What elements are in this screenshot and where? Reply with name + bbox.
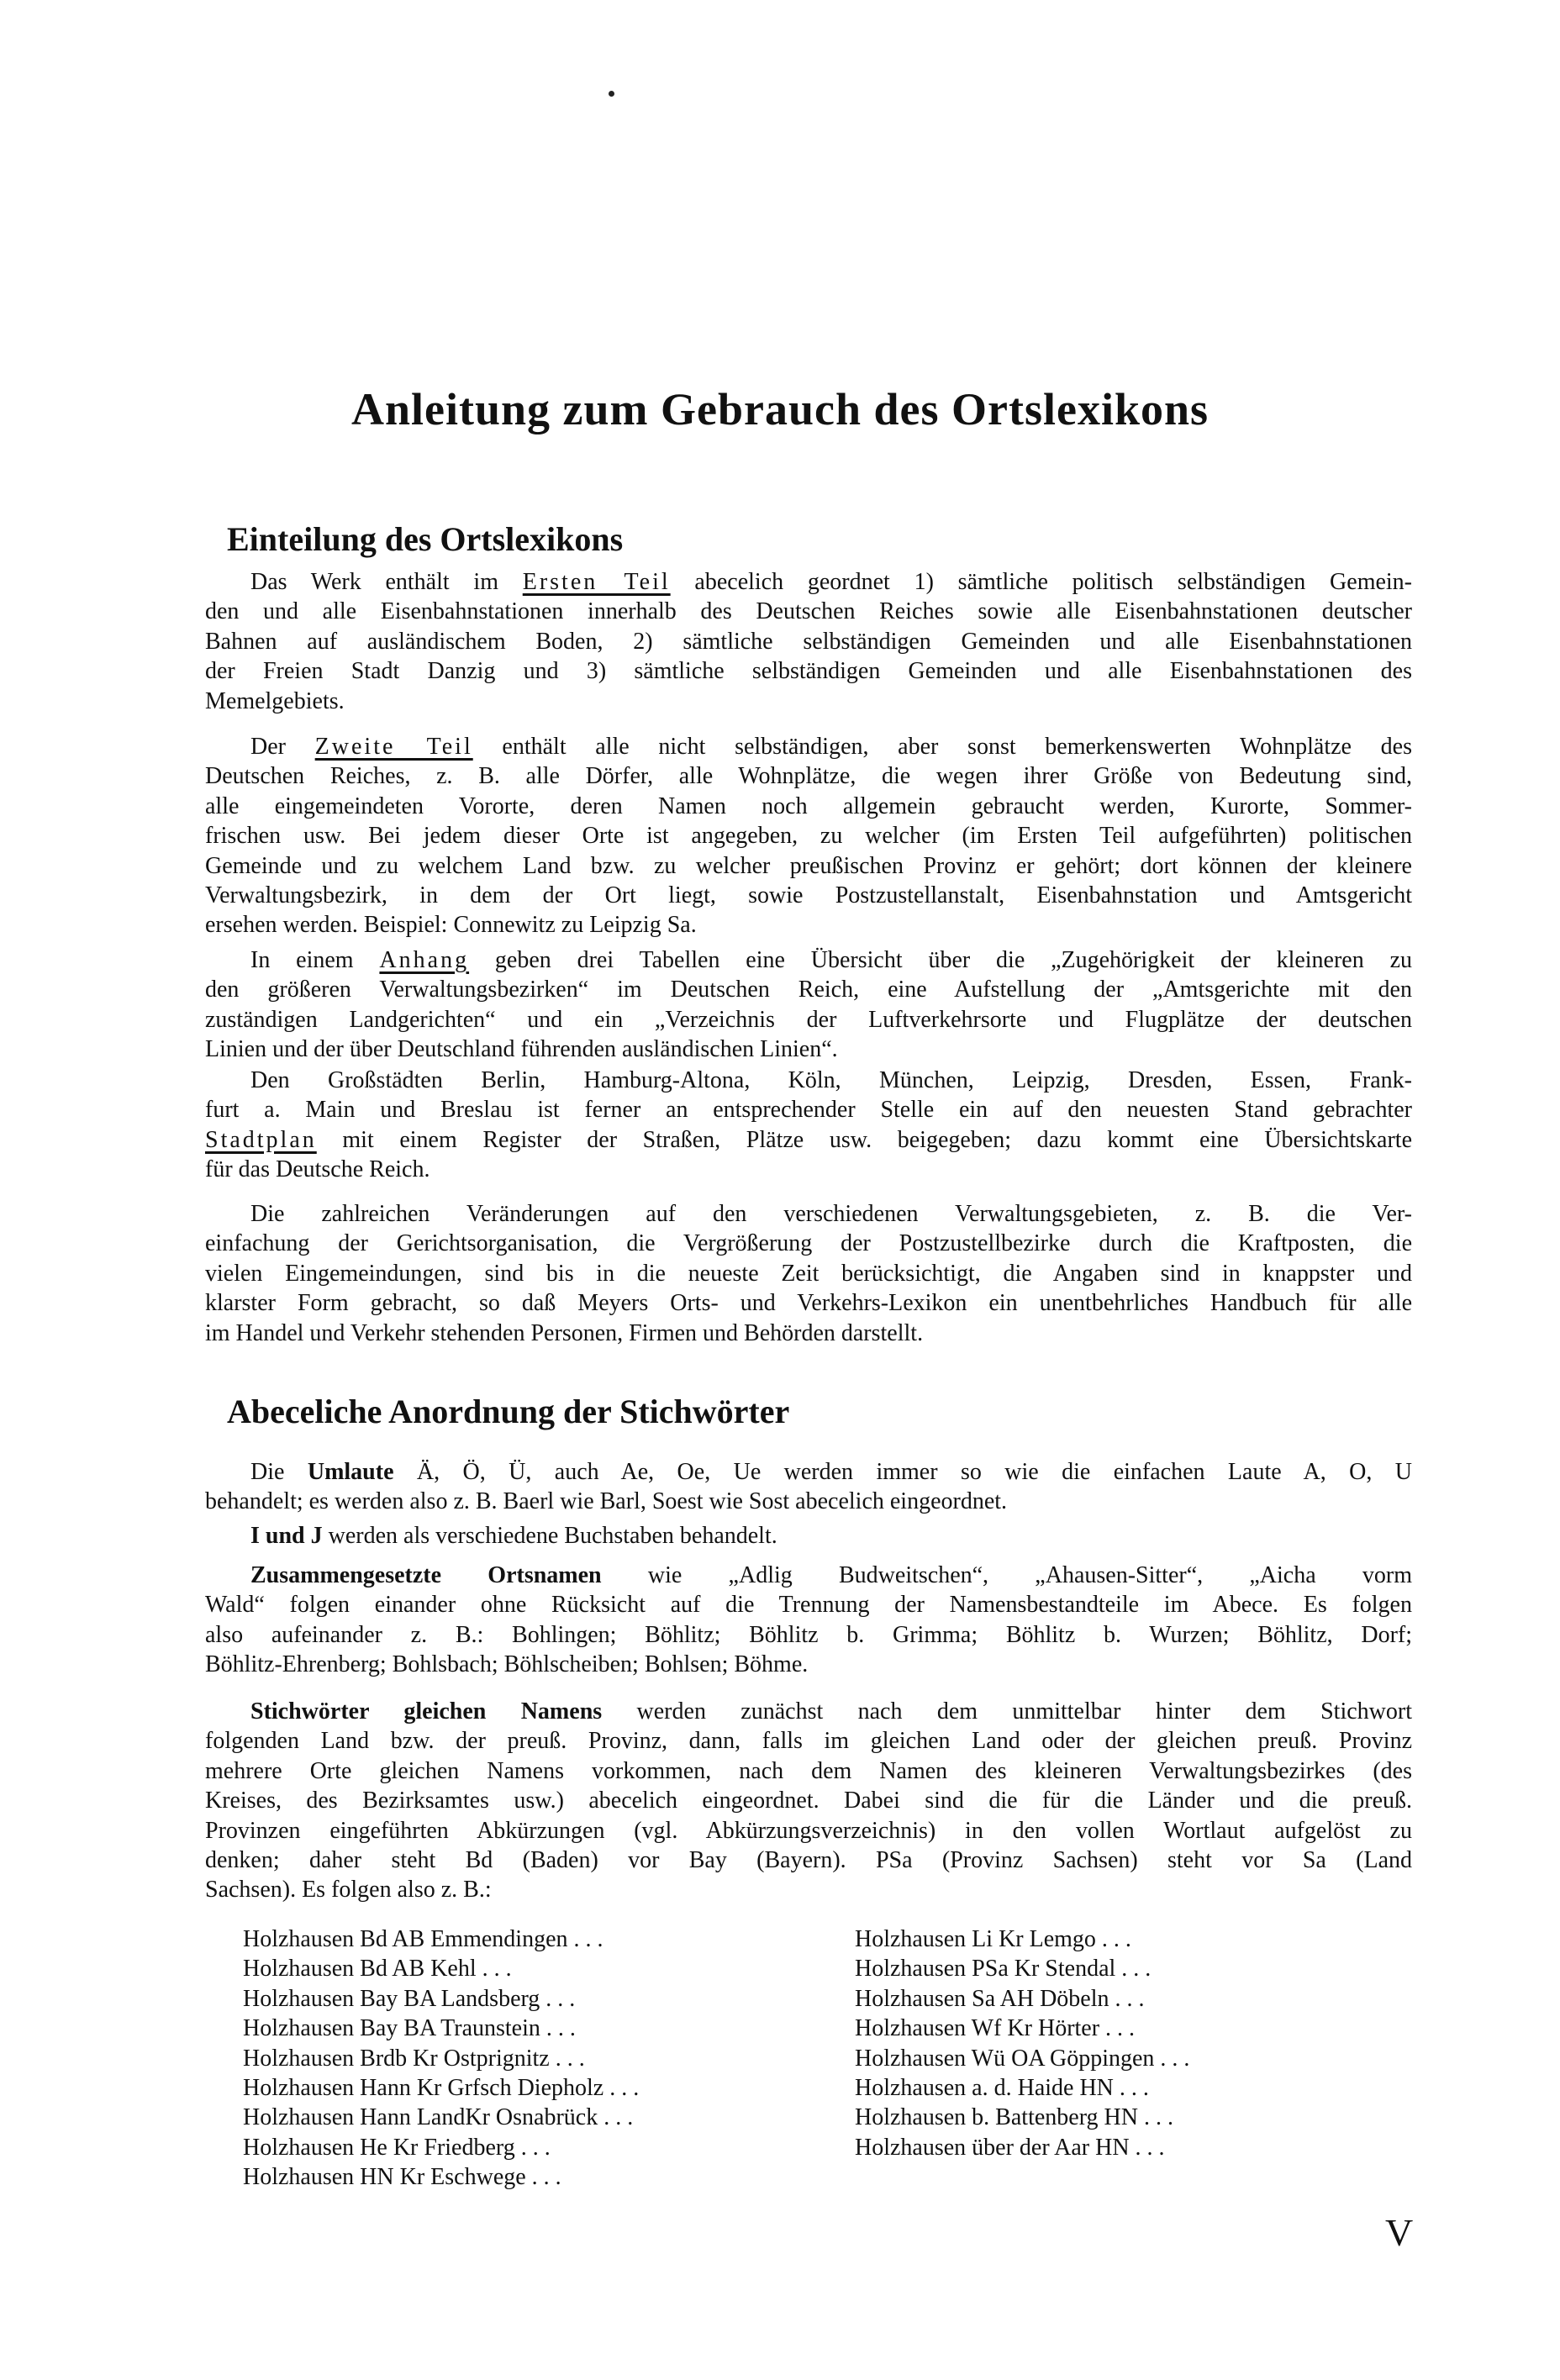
- text-line: [205, 851, 1412, 881]
- example-entry: Holzhausen b. Battenberg HN . . .: [855, 2104, 1173, 2131]
- text-line: [205, 687, 1412, 716]
- paragraph-i-und-j: [205, 1521, 1412, 1551]
- example-list-right: [855, 1925, 1189, 2162]
- paragraph-ersten-teil: [205, 567, 1412, 716]
- text-segment: In einem: [250, 947, 380, 973]
- text-segment: den und alle Eisenbahnstationen innerhalb des Deutschen Reiches sowie alle Eisenbahnstationen deutscher: [205, 598, 1412, 625]
- text-segment: behandelt; es werden also z. B. Baerl wie Barl, Soest wie Sost abecelich eingeordnet.: [205, 1488, 1008, 1515]
- text-line: [205, 881, 1412, 910]
- text-segment: mit einem Register der Straßen, Plätze usw. beigegeben; dazu kommt eine Übersichtskarte: [316, 1126, 1412, 1153]
- example-entry: Holzhausen Hann Kr Grfsch Diepholz . . .: [243, 2075, 640, 2102]
- text-line: [205, 1487, 1412, 1516]
- text-line: [205, 792, 1412, 821]
- example-entry: Holzhausen Hann LandKr Osnabrück . . .: [243, 2104, 634, 2131]
- text-line: [205, 821, 1412, 850]
- text-segment: furt a. Main und Breslau ist ferner an entsprechender Stelle ein auf den neuesten Stand gebrachter: [205, 1097, 1412, 1124]
- example-entry: Holzhausen Wf Kr Hörter . . .: [855, 2015, 1136, 2042]
- paragraph-gleiche-namen: [205, 1697, 1412, 1905]
- text-line: [205, 1035, 1412, 1064]
- example-entry: Holzhausen über der Aar HN . . .: [855, 2134, 1165, 2161]
- text-segment: Verwaltungsbezirk, in dem der Ort liegt, sowie Postzustellanstalt, Eisenbahnstation und Amtsgericht: [205, 882, 1412, 908]
- example-entry: Holzhausen Bd AB Kehl . . .: [243, 1956, 512, 1982]
- text-line: [205, 732, 1412, 761]
- underlined-term: Ersten Teil: [522, 569, 671, 595]
- text-segment: Den Großstädten Berlin, Hamburg-Altona, Köln, München, Leipzig, Dresden, Essen, Frank-: [250, 1067, 1412, 1093]
- text-line: [205, 1816, 1412, 1846]
- paragraph-veraenderungen: [205, 1199, 1412, 1348]
- text-segment: folgenden Land bzw. der preuß. Provinz, dann, falls im gleichen Land oder der gleichen preuß. Provinz: [205, 1728, 1412, 1755]
- text-line: [205, 1155, 1412, 1184]
- text-segment: mehrere Orte gleichen Namens vorkommen, nach dem Namen des kleineren Verwaltungsbezirkes (des: [205, 1757, 1412, 1784]
- text-line: [205, 945, 1412, 975]
- bold-term: Stichwörter gleichen Namens: [250, 1698, 603, 1724]
- paragraph-zweite-teil: [205, 732, 1412, 940]
- text-segment: wie „Adlig Budweitschen“, „Ahausen-Sitter“, „Aicha vorm: [601, 1562, 1412, 1588]
- example-entry: Holzhausen Wü OA Göppingen . . .: [855, 2045, 1190, 2072]
- text-segment: Memelgebiets.: [205, 687, 345, 714]
- text-line: [205, 1697, 1412, 1726]
- text-segment: Die zahlreichen Veränderungen auf den verschiedenen Verwaltungsgebieten, z. B. die Ver-: [250, 1201, 1412, 1227]
- text-segment: für das Deutsche Reich.: [205, 1156, 430, 1183]
- section-heading-anordnung: Abeceliche Anordnung der Stichwörter: [227, 1393, 790, 1430]
- bold-term: I und J: [250, 1523, 323, 1549]
- text-line: [205, 1125, 1412, 1155]
- example-entry: Holzhausen PSa Kr Stendal . . .: [855, 1956, 1152, 1982]
- text-segment: Wald“ folgen einander ohne Rücksicht auf die Trennung der Namensbestandteile im Abece. Es folgen: [205, 1592, 1412, 1619]
- page-number: V: [1385, 2211, 1414, 2254]
- example-entry: Holzhausen HN Kr Eschwege . . .: [243, 2164, 561, 2191]
- text-line: [205, 567, 1412, 597]
- text-line: [205, 1650, 1412, 1679]
- text-segment: Gemeinde und zu welchem Land bzw. zu welcher preußischen Provinz er gehört; dort können der kleinere: [205, 852, 1412, 879]
- text-segment: klarster Form gebracht, so daß Meyers Orts- und Verkehrs-Lexikon ein unentbehrliches Handbuch für alle: [205, 1290, 1412, 1317]
- text-segment: der Freien Stadt Danzig und 3) sämtliche selbständigen Gemeinden und alle Eisenbahnstationen des: [205, 658, 1412, 685]
- text-segment: Deutschen Reiches, z. B. alle Dörfer, alle Wohnplätze, die wegen ihrer Größe von Bedeutung sind,: [205, 763, 1412, 790]
- text-segment: Bahnen auf ausländischem Boden, 2) sämtliche selbständigen Gemeinden und alle Eisenbahnstationen: [205, 628, 1412, 655]
- text-segment: Linien und der über Deutschland führenden ausländischen Linien“.: [205, 1036, 838, 1063]
- paragraph-umlaute: [205, 1457, 1412, 1517]
- text-segment: einfachung der Gerichtsorganisation, die Vergrößerung der Postzustellbezirke durch die Kraftposten, die: [205, 1230, 1412, 1257]
- text-segment: werden zunächst nach dem unmittelbar hinter dem Stichwort: [602, 1698, 1412, 1724]
- text-line: [205, 597, 1412, 626]
- text-segment: denken; daher steht Bd (Baden) vor Bay (Bayern). PSa (Provinz Sachsen) steht vor Sa (Land: [205, 1846, 1412, 1873]
- text-segment: Böhlitz-Ehrenberg; Bohlsbach; Böhlscheiben; Bohlsen; Böhme.: [205, 1651, 809, 1678]
- example-list-left: [243, 1925, 639, 2193]
- text-segment: im Handel und Verkehr stehenden Personen, Firmen und Behörden darstellt.: [205, 1319, 924, 1346]
- text-line: [205, 1095, 1412, 1124]
- text-line: [205, 1786, 1412, 1815]
- text-line: [205, 1288, 1412, 1318]
- text-segment: also aufeinander z. B.: Bohlingen; Böhlitz; Böhlitz b. Grimma; Böhlitz b. Wurzen; Böhlitz, Dorf;: [205, 1621, 1412, 1648]
- text-segment: Provinzen eingeführten Abkürzungen (vgl. Abkürzungsverzeichnis) in den vollen Wortlaut aufgelöst zu: [205, 1817, 1412, 1844]
- paragraph-stadtplan: [205, 1066, 1412, 1185]
- text-line: [205, 1846, 1412, 1875]
- text-segment: frischen usw. Bei jedem dieser Orte ist angegeben, zu welcher (im Ersten Teil aufgeführten) politischen: [205, 823, 1412, 850]
- section-heading-einteilung: Einteilung des Ortslexikons: [227, 520, 624, 558]
- text-segment: Sachsen). Es folgen also z. B.:: [205, 1877, 492, 1903]
- example-entry: Holzhausen Sa AH Döbeln . . .: [855, 1985, 1145, 2012]
- text-line: [205, 656, 1412, 686]
- text-line: [205, 761, 1412, 791]
- text-segment: Der: [250, 734, 315, 760]
- example-entry: Holzhausen He Kr Friedberg . . .: [243, 2134, 551, 2161]
- example-entry: Holzhausen Li Kr Lemgo . . .: [855, 1926, 1131, 1952]
- text-line: [205, 1561, 1412, 1590]
- text-line: [205, 1590, 1412, 1619]
- text-line: [205, 1066, 1412, 1095]
- paragraph-zusammengesetzte: [205, 1561, 1412, 1680]
- text-line: [205, 1457, 1412, 1487]
- text-line: [205, 1521, 1412, 1551]
- bold-term: Umlaute: [307, 1459, 394, 1485]
- text-line: [205, 1726, 1412, 1756]
- text-segment: alle eingemeindeten Vororte, deren Namen noch allgemein gebraucht werden, Kurorte, Sommer-: [205, 792, 1412, 819]
- text-line: [205, 1319, 1412, 1348]
- text-segment: geben drei Tabellen eine Übersicht über die „Zugehörigkeit der kleineren zu: [469, 947, 1412, 973]
- example-entry: Holzhausen a. d. Haide HN . . .: [855, 2075, 1149, 2102]
- example-entry: Holzhausen Bd AB Emmendingen . . .: [243, 1926, 603, 1952]
- paragraph-anhang: [205, 945, 1412, 1065]
- text-line: [205, 1875, 1412, 1904]
- text-segment: vielen Eingemeindungen, sind bis in die neueste Zeit berücksichtigt, die Angaben sind in knappster und: [205, 1260, 1412, 1287]
- text-segment: werden als verschiedene Buchstaben behandelt.: [322, 1523, 777, 1549]
- underlined-term: Anhang: [379, 947, 470, 973]
- text-segment: Die: [250, 1459, 308, 1485]
- text-line: [205, 1199, 1412, 1229]
- text-line: [205, 910, 1412, 940]
- text-segment: Das Werk enthält im: [250, 569, 523, 595]
- example-entry: Holzhausen Brdb Kr Ostprignitz . . .: [243, 2045, 585, 2072]
- text-segment: enthält alle nicht selbständigen, aber sonst bemerkenswerten Wohnplätze des: [472, 734, 1412, 760]
- text-line: [205, 1005, 1412, 1035]
- speck-mark: [609, 91, 614, 97]
- text-line: [205, 1229, 1412, 1258]
- text-segment: Kreises, des Bezirksamtes usw.) abecelich eingeordnet. Dabei sind die für die Länder und die preuß.: [205, 1788, 1412, 1814]
- text-segment: zuständigen Landgerichten“ und ein „Verzeichnis der Luftverkehrsorte und Flugplätze der deutschen: [205, 1006, 1412, 1033]
- text-line: [205, 1259, 1412, 1288]
- underlined-term: Stadtplan: [205, 1126, 317, 1153]
- text-line: [205, 1620, 1412, 1650]
- page-title: Anleitung zum Gebrauch des Ortslexikons: [350, 384, 1210, 434]
- text-line: [205, 1756, 1412, 1786]
- bold-term: Zusammengesetzte Ortsnamen: [250, 1562, 602, 1588]
- example-entry: Holzhausen Bay BA Traunstein . . .: [243, 2015, 576, 2042]
- underlined-term: Zweite Teil: [314, 734, 473, 760]
- text-line: [205, 975, 1412, 1004]
- text-segment: abecelich geordnet 1) sämtliche politisch selbständigen Gemein-: [670, 569, 1412, 595]
- text-line: [205, 627, 1412, 656]
- text-segment: Ä, Ö, Ü, auch Ae, Oe, Ue werden immer so wie die einfachen Laute A, O, U: [393, 1459, 1413, 1485]
- example-entry: Holzhausen Bay BA Landsberg . . .: [243, 1985, 576, 2012]
- text-segment: ersehen werden. Beispiel: Connewitz zu Leipzig Sa.: [205, 912, 697, 939]
- text-segment: den größeren Verwaltungsbezirken“ im Deutschen Reich, eine Aufstellung der „Amtsgerichte mit den: [205, 977, 1412, 1003]
